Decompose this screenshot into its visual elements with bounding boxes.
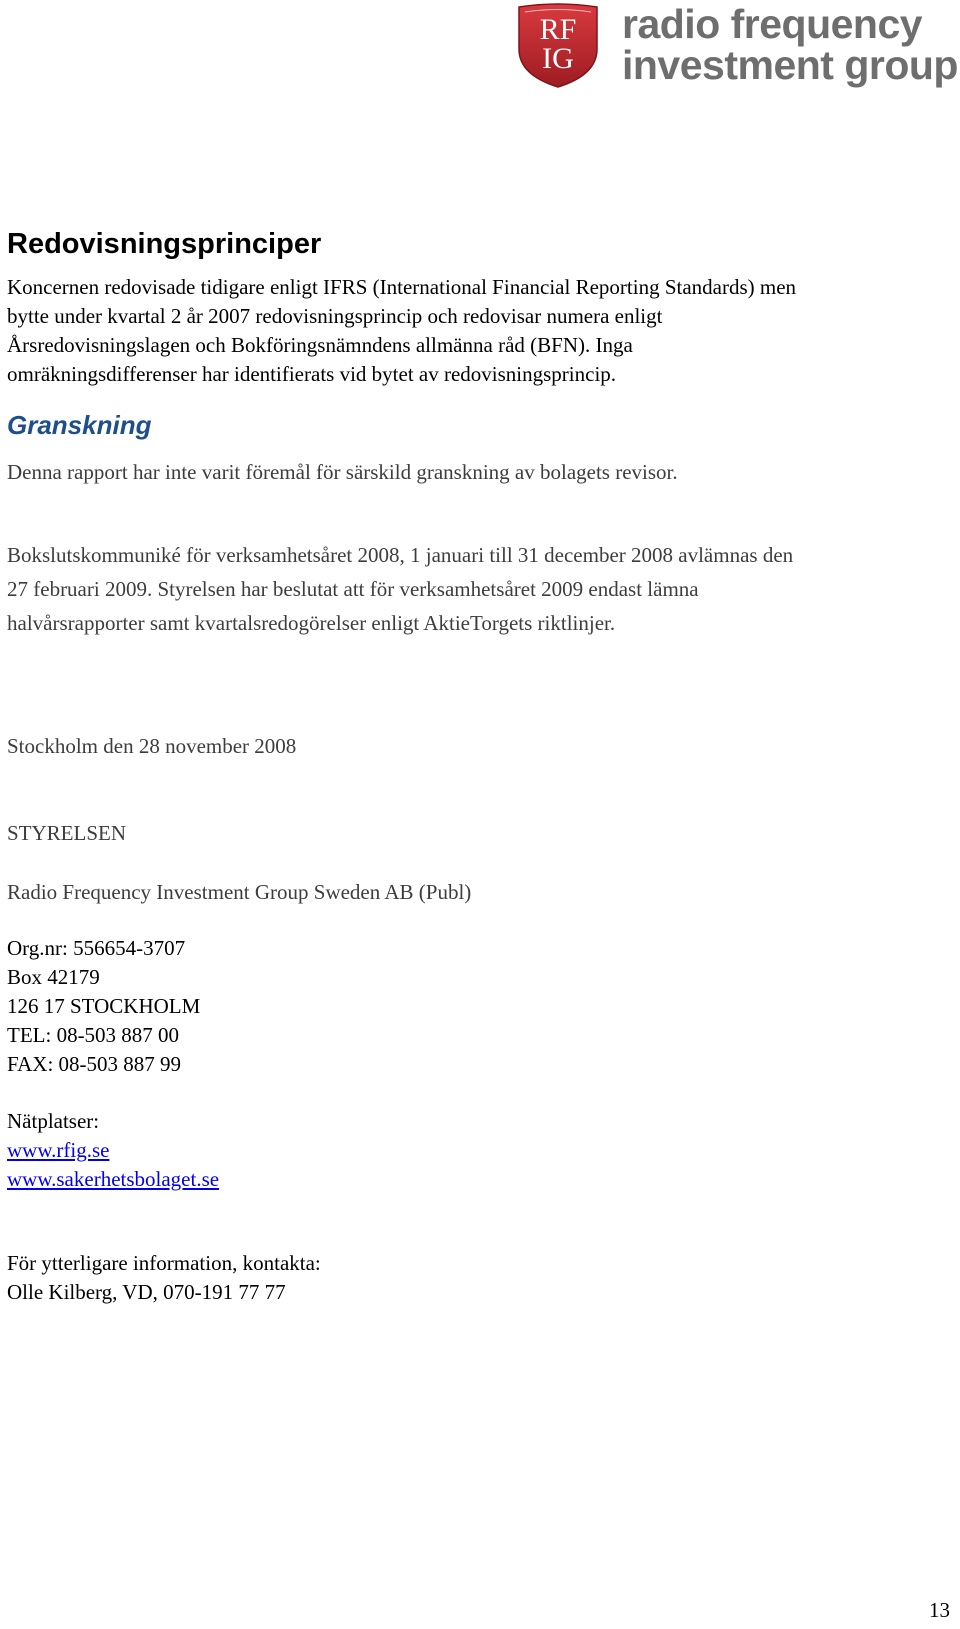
link-sakerhetsbolaget[interactable]: www.sakerhetsbolaget.se <box>7 1167 220 1191</box>
postal-address: 126 17 STOCKHOLM <box>7 994 201 1018</box>
logo-letters-bottom: IG <box>542 42 574 75</box>
page-number: 13 <box>929 1598 950 1622</box>
contact-person: Olle Kilberg, VD, 070-191 77 77 <box>7 1280 286 1304</box>
accounting-line-3: Årsredovisningslagen och Bokföringsnämndens allmänna råd (BFN). Inga <box>7 333 633 357</box>
org-number: Org.nr: 556654-3707 <box>7 936 186 960</box>
website-link-rfig[interactable] <box>7 1137 109 1163</box>
section-title-accounting: Redovisningsprinciper <box>7 228 322 260</box>
accounting-line-4: omräkningsdifferenser har identifierats vid bytet av redovisningsprincip. <box>7 362 617 386</box>
company-name: Radio Frequency Investment Group Sweden AB (Publ) <box>7 880 472 904</box>
board-signature: STYRELSEN <box>7 821 127 845</box>
logo-wordmark <box>622 1 958 88</box>
notice-line-1: Bokslutskommuniké för verksamhetsåret 2008, 1 januari till 31 december 2008 avlämnas den <box>7 543 794 567</box>
logo-line-1: radio frequency <box>622 1 923 47</box>
fax: FAX: 08-503 887 99 <box>7 1052 182 1076</box>
logo-letters-top: RF <box>539 13 577 46</box>
notice-line-3: halvårsrapporter samt kvartalsredogörelser enligt AktieTorgets riktlinjer. <box>7 611 616 635</box>
accounting-line-2: bytte under kvartal 2 år 2007 redovisningsprincip och redovisar numera enligt <box>7 304 663 328</box>
review-text: Denna rapport har inte varit föremål för särskild granskning av bolagets revisor. <box>7 460 678 484</box>
logo-line-2: investment group <box>622 42 958 88</box>
notice-line-2: 27 februari 2009. Styrelsen har beslutat att för verksamhetsåret 2009 endast lämna <box>7 577 699 601</box>
postbox: Box 42179 <box>7 965 100 989</box>
accounting-line-1: Koncernen redovisade tidigare enligt IFRS (International Financial Reporting Standards) men <box>7 275 797 299</box>
section-title-review: Granskning <box>7 410 152 440</box>
more-info-label: För ytterligare information, kontakta: <box>7 1251 321 1275</box>
telephone: TEL: 08-503 887 00 <box>7 1023 180 1047</box>
link-rfig[interactable]: www.rfig.se <box>7 1138 110 1162</box>
website-link-sakerhetsbolaget[interactable] <box>7 1166 219 1192</box>
websites-label: Nätplatser: <box>7 1109 100 1133</box>
rfig-logo-icon <box>516 3 600 89</box>
place-date: Stockholm den 28 november 2008 <box>7 734 297 758</box>
